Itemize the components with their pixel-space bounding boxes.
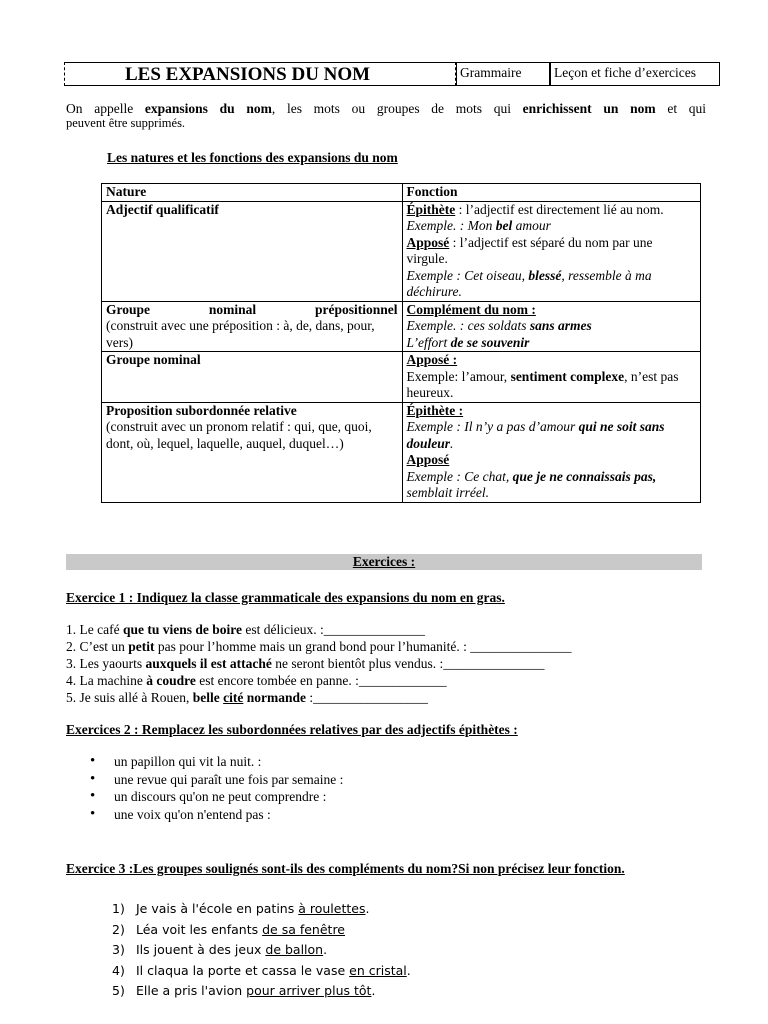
intro-text-3: et qui: [667, 101, 707, 116]
exercise-1-list: [66, 621, 571, 706]
list-item: 3. Les yaourts auxquels il est attaché ne seront bientôt plus vendus. :_______________: [66, 656, 545, 671]
nature-label: Groupe nominal prépositionnel: [106, 301, 398, 317]
nature-cell: [102, 301, 403, 352]
type-cell: [550, 62, 720, 86]
example-text: Exemple. : Mon: [406, 218, 496, 233]
fonction-text: : l’adjectif est directement lié au nom.: [455, 201, 664, 217]
exercises-banner: [66, 554, 702, 570]
list-item: • un papillon qui vit la nuit. :: [92, 753, 343, 771]
exercise-1-title: Exercice 1 : Indiquez la classe grammaticale des expansions du nom en gras.: [66, 590, 505, 605]
example-text: L’effort: [406, 334, 451, 350]
example-text: Exemple: l’amour,: [406, 368, 511, 384]
list-item: 4) Il claqua la porte et cassa le vase en cristal.: [112, 962, 411, 978]
fonction-label: Apposé :: [406, 352, 458, 367]
example-text: Exemple. : ces soldats: [406, 318, 530, 333]
fonction-label: Épithète :: [406, 402, 464, 418]
example-text: Exemple : Cet oiseau,: [406, 267, 529, 283]
table-row: [102, 402, 701, 502]
subject-label: Grammaire: [460, 65, 522, 80]
table-header-row: [102, 184, 701, 202]
fonction-label: Apposé: [406, 452, 450, 467]
list-item: 5. Je suis allé à Rouen, belle cité normande :_________________: [66, 690, 428, 705]
intro-paragraph: [66, 101, 706, 131]
nature-cell: [102, 352, 403, 403]
fonction-cell: [402, 201, 701, 301]
list-item: • un discours qu'on ne peut comprendre :: [92, 788, 343, 806]
list-item: 2. C’est un petit pas pour l’homme mais un grand bond pour l’humanité. : _______________: [66, 639, 572, 654]
nature-text: (construit avec une préposition : à, de, dans, pour, vers): [106, 318, 375, 350]
example-bold: que je ne connaissais pas,: [512, 468, 657, 484]
example-bold: bel: [495, 218, 513, 233]
nature-label: Proposition subordonnée relative: [106, 402, 297, 418]
fonction-label: Apposé: [406, 234, 450, 250]
exercises-banner-label: Exercices :: [352, 554, 416, 569]
intro-bold-2: enrichissent un nom: [522, 101, 656, 116]
list-item: 3) Ils jouent à des jeux de ballon.: [112, 942, 328, 957]
nature-text: (construit avec un pronom relatif : qui, que, quoi, dont, où, lequel, laquelle, auquel, duquel…): [106, 419, 372, 451]
intro-line-1: [66, 101, 706, 116]
fonction-cell: [402, 301, 701, 352]
table-row: [102, 201, 701, 301]
exercise-3-list: [112, 899, 411, 1002]
fonction-label: Épithète: [406, 201, 456, 217]
header-box: [64, 62, 720, 86]
list-item: 5) Elle a pris l'avion pour arriver plus tôt.: [112, 983, 376, 998]
nature-label: Adjectif qualificatif: [106, 201, 219, 217]
example-text: Exemple : Ce chat,: [406, 468, 513, 484]
list-item: 4. La machine à coudre est encore tombée en panne. :_____________: [66, 673, 447, 688]
type-label: Leçon et fiche d’exercices: [554, 65, 697, 80]
list-item: 1) Je vais à l'école en patins à roulettes.: [112, 901, 370, 916]
nature-cell: [102, 201, 403, 301]
example-bold: blessé: [528, 267, 562, 283]
fonction-label: Complément du nom :: [406, 301, 536, 317]
example-text: , ressemble à ma déchirure.: [406, 267, 652, 299]
exercise-3-title: Exercice 3 :Les groupes soulignés sont-ils des compléments du nom?Si non précisez leur fonction.: [66, 861, 625, 876]
example-text: semblait irréel.: [406, 485, 489, 500]
intro-line-2: peuvent être supprimés.: [66, 116, 186, 130]
fonction-cell: [402, 352, 701, 403]
example-text: .: [450, 435, 454, 451]
table-row: [102, 352, 701, 403]
intro-bold-1: expansions du nom: [144, 101, 272, 116]
header-fonction: Fonction: [402, 184, 701, 202]
example-text: amour: [512, 218, 551, 233]
title-cell: [64, 62, 456, 86]
subject-cell: [456, 62, 550, 86]
section-title: Les natures et les fonctions des expansions du nom: [107, 150, 398, 165]
list-item: • une voix qu'on n'entend pas :: [92, 806, 343, 824]
list-item: 1. Le café que tu viens de boire est délicieux. :_______________: [66, 622, 425, 637]
table-row: [102, 301, 701, 352]
natures-table: [101, 183, 701, 503]
page-title: LES EXPANSIONS DU NOM: [125, 64, 371, 85]
intro-text-2: , les mots ou groupes de mots qui: [271, 101, 511, 116]
exercise-2-list: [92, 753, 343, 823]
list-item: 2) Léa voit les enfants de sa fenêtre: [112, 921, 345, 937]
nature-cell: [102, 402, 403, 502]
nature-label: Groupe nominal: [106, 352, 201, 367]
intro-text-1: On appelle: [66, 101, 134, 116]
example-text: , n’est pas heureux.: [406, 368, 679, 400]
exercise-2-title: Exercices 2 : Remplacez les subordonnées relatives par des adjectifs épithètes :: [66, 722, 518, 737]
example-bold: de se souvenir: [450, 334, 530, 350]
example-bold: qui ne soit sans douleur: [406, 419, 665, 451]
example-text: Exemple : Il n’y a pas d’amour: [406, 419, 579, 434]
header-nature: Nature: [102, 184, 403, 202]
list-item: • une revue qui paraît une fois par semaine :: [92, 771, 343, 789]
fonction-text: : l’adjectif est séparé du nom par une virgule.: [406, 234, 653, 266]
fonction-cell: [402, 402, 701, 502]
example-bold: sans armes: [529, 318, 592, 333]
example-bold: sentiment complexe: [510, 368, 625, 384]
